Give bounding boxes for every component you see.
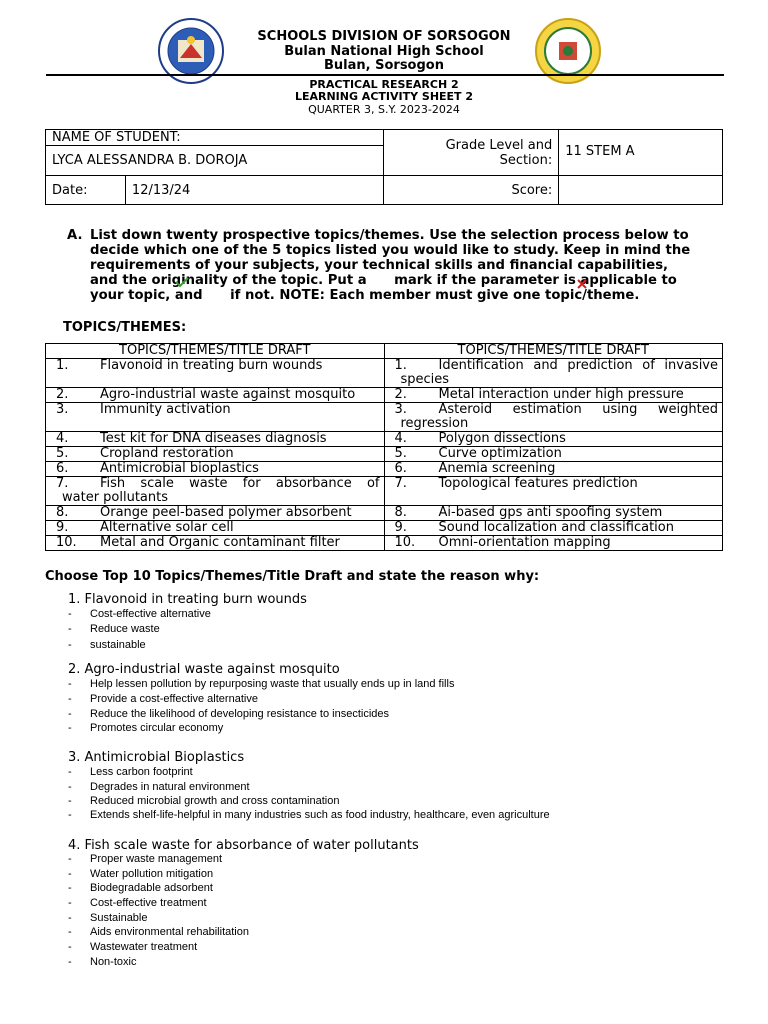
topic-cell-left: 1. Flavonoid in treating burn wounds [46, 359, 385, 388]
sheet-title: LEARNING ACTIVITY SHEET 2 [294, 90, 474, 103]
topic-cell-right: 4. Polygon dissections [384, 432, 723, 447]
subject-title: PRACTICAL RESEARCH 2 [309, 78, 459, 91]
choose-heading: Choose Top 10 Topics/Themes/Title Draft and state the reason why: [45, 569, 540, 584]
topic-cell-left: 7. Fish scale waste for absorbance of water pollutants [46, 477, 385, 506]
table-row [46, 359, 723, 388]
check-mark-icon [174, 276, 190, 288]
topic-cell-right: 5. Curve optimization [384, 447, 723, 462]
score-label: Score: [383, 176, 559, 205]
list-item: - Wastewater treatment [68, 941, 198, 953]
table-row [46, 477, 723, 506]
date-label: Date: [46, 176, 126, 205]
topic-cell-left: 8. Orange peel-based polymer absorbent [46, 506, 385, 521]
list-item: - Non-toxic [68, 956, 137, 968]
score-value [559, 176, 723, 205]
table-row [46, 462, 723, 477]
list-item: - Reduced microbial growth and cross contamination [68, 795, 340, 807]
choice-title: 4. Fish scale waste for absorbance of water pollutants [68, 838, 419, 853]
grade-value: 11 STEM A [559, 130, 723, 176]
instruction-marker: A. [67, 228, 83, 243]
topic-cell-left: 10. Metal and Organic contaminant filter [46, 536, 385, 551]
choice-title: 3. Antimicrobial Bioplastics [68, 750, 245, 765]
name-value: LYCA ALESSANDRA B. DOROJA [46, 146, 384, 176]
table-row [46, 432, 723, 447]
list-item: - Cost-effective treatment [68, 897, 207, 909]
grade-label: Grade Level and Section: [383, 130, 559, 176]
topic-cell-left: 6. Antimicrobial bioplastics [46, 462, 385, 477]
topic-cell-right: 3. Asteroid estimation using weighted regression [384, 403, 723, 432]
list-item: - Reduce waste [68, 623, 160, 635]
school-name: Bulan National High School [284, 44, 484, 59]
table-row [46, 536, 723, 551]
topics-table [45, 343, 723, 551]
list-item: - Sustainable [68, 912, 148, 924]
header-rule [46, 74, 724, 76]
topic-cell-left: 2. Agro-industrial waste against mosquito [46, 388, 385, 403]
date-value: 12/13/24 [125, 176, 383, 205]
list-item: - Degrades in natural environment [68, 781, 250, 793]
table-row [46, 403, 723, 432]
topic-cell-right: 2. Metal interaction under high pressure [384, 388, 723, 403]
list-item: - Less carbon footprint [68, 766, 193, 778]
list-item: - sustainable [68, 639, 146, 651]
list-item: - Extends shelf-life-helpful in many industries such as food industry, healthcare, even agriculture [68, 809, 550, 821]
topic-cell-right: 1. Identification and prediction of invasive species [384, 359, 723, 388]
topics-header-left: TOPICS/THEMES/TITLE DRAFT [46, 344, 385, 359]
topic-cell-right: 10. Omni-orientation mapping [384, 536, 723, 551]
name-label: NAME OF STUDENT: [46, 130, 384, 146]
topic-cell-left: 9. Alternative solar cell [46, 521, 385, 536]
topic-cell-left: 3. Immunity activation [46, 403, 385, 432]
topics-heading: TOPICS/THEMES: [63, 320, 187, 335]
division-name: SCHOOLS DIVISION OF SORSOGON [257, 29, 511, 44]
topic-cell-left: 5. Cropland restoration [46, 447, 385, 462]
list-item: - Cost-effective alternative [68, 608, 211, 620]
list-item: - Provide a cost-effective alternative [68, 693, 258, 705]
student-info-table [45, 129, 723, 205]
list-item: - Water pollution mitigation [68, 868, 214, 880]
choice-title: 1. Flavonoid in treating burn wounds [68, 592, 307, 607]
topic-cell-right: 8. Ai-based gps anti spoofing system [384, 506, 723, 521]
list-item: - Aids environmental rehabilitation [68, 926, 249, 938]
cross-mark-icon [576, 278, 588, 290]
list-item: - Reduce the likelihood of developing resistance to insecticides [68, 708, 390, 720]
topic-cell-left: 4. Test kit for DNA diseases diagnosis [46, 432, 385, 447]
choice-title: 2. Agro-industrial waste against mosquito [68, 662, 340, 677]
table-row [46, 506, 723, 521]
topics-header-right: TOPICS/THEMES/TITLE DRAFT [384, 344, 723, 359]
school-location: Bulan, Sorsogon [324, 58, 444, 73]
list-item: - Help lessen pollution by repurposing waste that usually ends up in land fills [68, 678, 455, 690]
table-row [46, 521, 723, 536]
quarter-label: QUARTER 3, S.Y. 2023-2024 [308, 103, 460, 116]
table-row [46, 447, 723, 462]
list-item: - Promotes circular economy [68, 722, 224, 734]
table-row [46, 388, 723, 403]
topic-cell-right: 6. Anemia screening [384, 462, 723, 477]
list-item: - Biodegradable adsorbent [68, 882, 213, 894]
topic-cell-right: 7. Topological features prediction [384, 477, 723, 506]
instructions: List down twenty prospective topics/themes. Use the selection process below to decide which one of the 5 topics listed you would like to study. Keep in mind the requirements of your subjects, your technical skills and financial capabilities, and the originality of the topic. Put a mark if the parameter is applicable to your topic, and if not. NOTE: Each member must give one topic/theme. [90, 228, 691, 303]
topic-cell-right: 9. Sound localization and classification [384, 521, 723, 536]
list-item: - Proper waste management [68, 853, 223, 865]
